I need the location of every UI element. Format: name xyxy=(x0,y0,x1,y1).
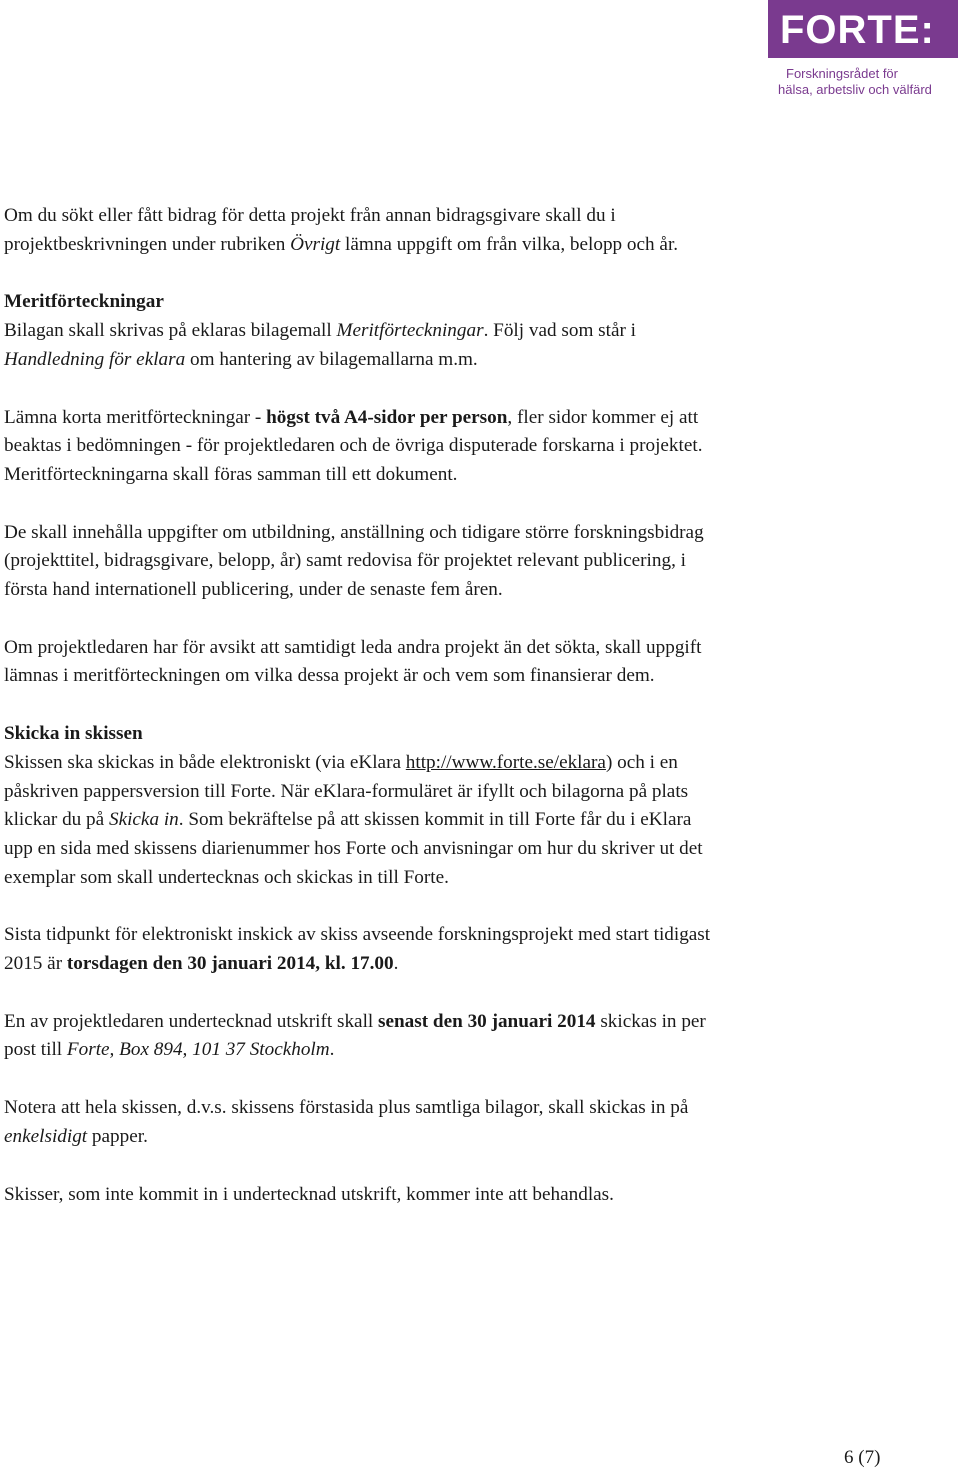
logo-tagline-line1: Forskningsrådet för xyxy=(786,66,898,81)
paragraph-not-processed: Skisser, som inte kommit in i undertecknad utskrift, kommer inte att behandlas. xyxy=(4,1183,614,1205)
forte-logo xyxy=(766,0,960,104)
eklara-link[interactable]: http://www.forte.se/eklara xyxy=(405,751,606,773)
logo-wordmark: FORTE: xyxy=(780,8,935,52)
page-number: 6 (7) xyxy=(844,1447,881,1468)
document-body xyxy=(4,202,724,1238)
paragraph-merit-length: Lämna korta meritförteckningar - högst två A4-sidor per person, fler sidor kommer ej att beaktas i bedömningen - för projektledaren och de övriga disputerade forskarna i projektet. Meritförteckningarna skall föras samman till ett dokument. xyxy=(4,406,703,485)
section-heading-merit: Meritförteckningar xyxy=(4,291,164,313)
logo-tagline-line2: hälsa, arbetsliv och välfärd xyxy=(778,82,932,97)
section-skicka-in: Skicka in skissen Skissen ska skickas in både elektroniskt (via eKlara http://www.forte.se/eklara) och i en påskriven pappersversion till Forte. När eKlara-formuläret är ifyllt och bilagorna på plats klickar du på Skicka in. Som bekräftelse på att skissen kommit in till Forte får du i eKlara upp en sida med skissens diarienummer hos Forte och anvisningar om hur du skriver ut det exemplar som skall undertecknas och skickas in till Forte. xyxy=(4,723,703,888)
paragraph-deadline-electronic: Sista tidpunkt för elektroniskt inskick av skiss avseende forskningsprojekt med start tidigast 2015 är torsdagen den 30 januari 2014, kl. 17.00. xyxy=(4,924,711,975)
logo-wordmark-box xyxy=(768,0,958,58)
paragraph-single-sided: Notera att hela skissen, d.v.s. skissens förstasida plus samtliga bilagor, skall skickas in på enkelsidigt papper. xyxy=(4,1097,689,1147)
section-heading-skicka: Skicka in skissen xyxy=(4,723,143,745)
section-meritforteckningar: Meritförteckningar Bilagan skall skrivas på eklaras bilagemall Meritförteckningar. Följ vad som står i Handledning för eklara om hantering av bilagemallarna m.m. xyxy=(4,291,636,370)
paragraph-other-funding: Om du sökt eller fått bidrag för detta projekt från annan bidragsgivare skall du i projektbeskrivningen under rubriken Övrigt lämna uppgift om från vilka, belopp och år. xyxy=(4,205,679,255)
paragraph-deadline-post: En av projektledaren undertecknad utskrift skall senast den 30 januari 2014 skickas in per post till Forte, Box 894, 101 37 Stockholm. xyxy=(4,1010,706,1061)
paragraph-merit-content: De skall innehålla uppgifter om utbildning, anställning och tidigare större forskningsbidrag (projekttitel, bidragsgivare, belopp, år) samt redovisa för projektet relevant publicering, i första hand internationell publicering, under de senaste fem åren. xyxy=(4,521,704,601)
paragraph-other-projects: Om projektledaren har för avsikt att samtidigt leda andra projekt än det sökta, skall uppgift lämnas i meritförteckningen om vilka dessa projekt är och vem som finansierar dem. xyxy=(4,636,702,687)
